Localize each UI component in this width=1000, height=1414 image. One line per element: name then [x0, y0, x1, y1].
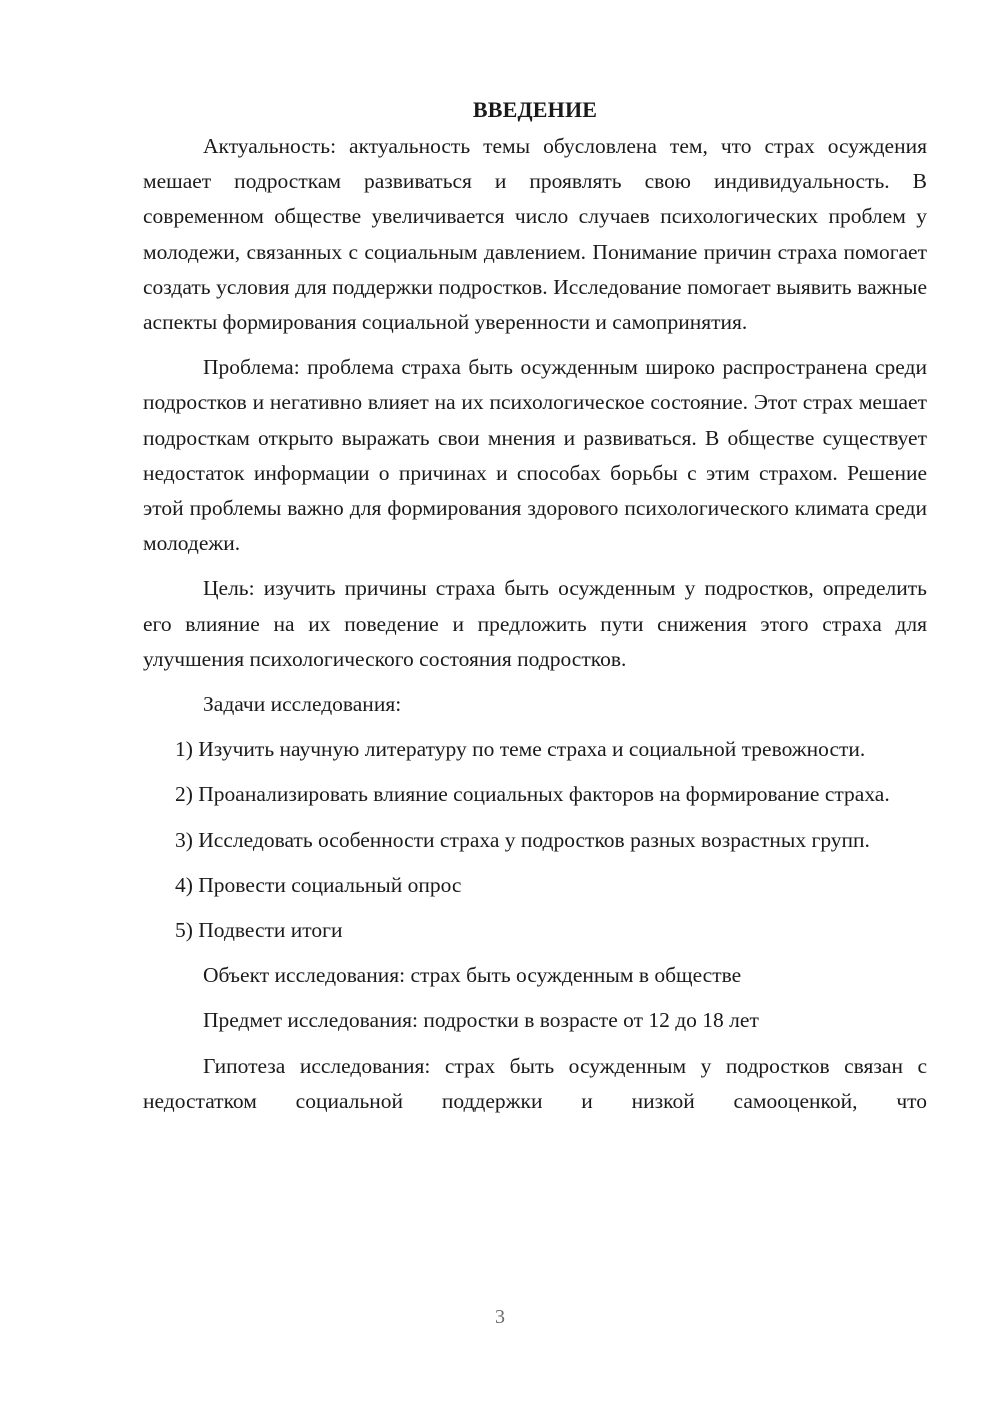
relevance-paragraph: Актуальность: актуальность темы обусловлена тем, что страх осуждения мешает подросткам развиваться и проявлять свою индивидуальность. В современном обществе увеличивается число случаев психологических проблем у молодежи, связанных с социальным давлением. Понимание причин страха помогает создать условия для поддержки подростков. Исследование помогает выявить важные аспекты формирования социальной уверенности и самопринятия.	[143, 134, 927, 335]
task-item-2: 2) Проанализировать влияние социальных факторов на формирование страха.	[175, 782, 890, 807]
goal-paragraph: Цель: изучить причины страха быть осужденным у подростков, определить его влияние на их поведение и предложить пути снижения этого страха для улучшения психологического состояния подростков.	[143, 576, 927, 671]
research-subject: Предмет исследования: подростки в возрасте от 12 до 18 лет	[203, 1008, 759, 1033]
page-number: 3	[495, 1306, 505, 1328]
problem-paragraph: Проблема: проблема страха быть осужденным широко распространена среди подростков и негативно влияет на их психологическое состояние. Этот страх мешает подросткам открыто выражать свои мнения и развиваться. В обществе существует недостаток информации о причинах и способах борьбы с этим страхом. Решение этой проблемы важно для формирования здорового психологического климата среди молодежи.	[143, 355, 927, 556]
research-hypothesis: Гипотеза исследования: страх быть осужденным у подростков связан с недостатком социальной поддержки и низкой самооценкой, что	[143, 1053, 927, 1113]
task-item-5: 5) Подвести итоги	[175, 918, 343, 943]
task-item-1: 1) Изучить научную литературу по теме страха и социальной тревожности.	[175, 737, 866, 762]
research-object: Объект исследования: страх быть осужденным в обществе	[203, 963, 742, 988]
tasks-intro: Задачи исследования:	[203, 692, 402, 717]
document-page	[143, 92, 927, 1129]
section-heading: ВВЕДЕНИЕ	[472, 97, 598, 122]
task-item-4: 4) Провести социальный опрос	[175, 872, 462, 897]
task-item-3: 3) Исследовать особенности страха у подростков разных возрастных групп.	[175, 827, 870, 852]
